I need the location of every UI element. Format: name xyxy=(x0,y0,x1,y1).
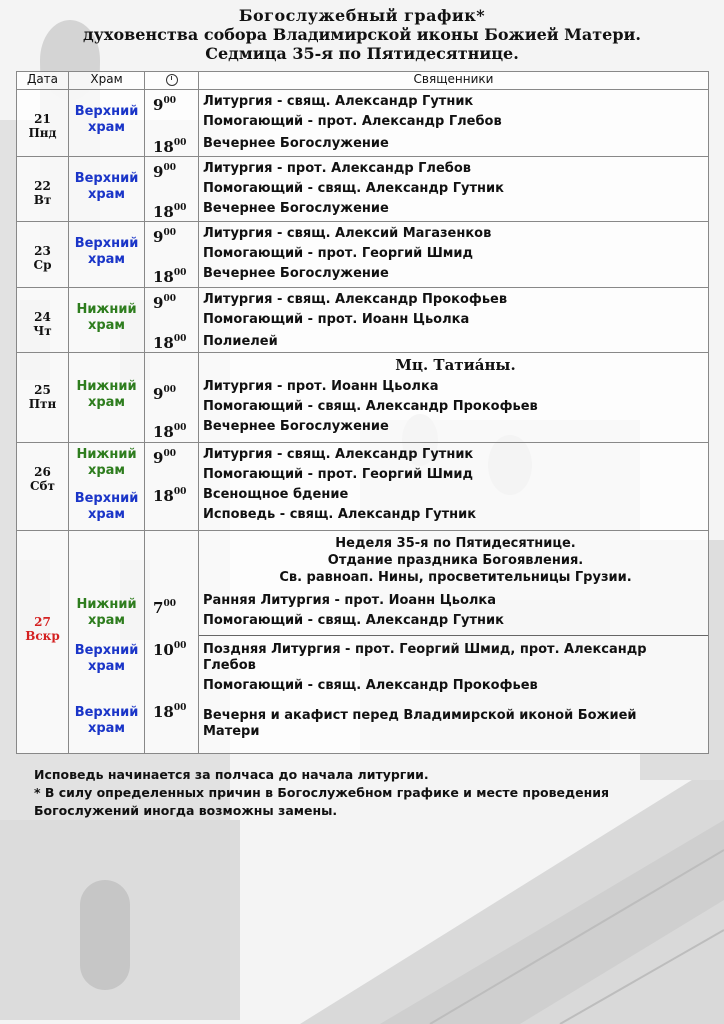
service-line: Ранняя Литургия - прот. Иоанн Цьолка xyxy=(203,593,497,608)
table-row xyxy=(17,288,709,353)
date-cell xyxy=(17,443,69,531)
service-line: Вечернее Богослужение xyxy=(203,266,389,281)
service-cell xyxy=(199,222,709,288)
day-number: 25 xyxy=(34,383,51,397)
table-row xyxy=(17,443,709,531)
time-cell xyxy=(145,157,199,222)
temple-label: Верхний храм xyxy=(74,705,139,736)
temple-label: Верхний храм xyxy=(74,171,139,202)
schedule-subtitle: духовенства собора Владимирской иконы Божией Матери. xyxy=(83,25,641,44)
feast-title: Мц. Татиа́ны. xyxy=(395,356,516,374)
table-row xyxy=(17,157,709,222)
service-line: Литургия - свящ. Александр Прокофьев xyxy=(203,292,508,307)
time-cell xyxy=(145,90,199,157)
service-cell xyxy=(199,288,709,353)
day-of-week: Пнд xyxy=(28,126,57,140)
day-of-week: Птн xyxy=(28,397,57,411)
temple-label: Нижний храм xyxy=(76,447,137,478)
table-header-row xyxy=(17,72,709,90)
temple-label: Верхний храм xyxy=(74,104,139,135)
footer-note: Исповедь начинается за полчаса до начала литургии. xyxy=(34,767,429,782)
column-header-priests: Священники xyxy=(199,72,709,90)
table-row-sunday xyxy=(17,531,709,754)
temple-cell xyxy=(69,90,145,157)
feast-line: Св. равноап. Нины, просветительницы Грузии. xyxy=(279,570,632,585)
service-line: Литургия - прот. Александр Глебов xyxy=(203,161,472,176)
time-evening: $18^{00}$ xyxy=(153,334,187,352)
time-evening: $18^{00}$ xyxy=(153,423,187,441)
week-title: Седмица 35-я по Пятидесятнице. xyxy=(205,44,519,63)
service-line: Вечернее Богослужение xyxy=(203,201,389,216)
day-number: 21 xyxy=(34,112,51,126)
schedule-title: Богослужебный график* xyxy=(238,6,486,25)
service-line: Матери xyxy=(203,724,260,739)
table-row xyxy=(17,353,709,443)
date-cell xyxy=(17,90,69,157)
time-evening: $18^{00}$ xyxy=(153,703,187,721)
time-evening: $18^{00}$ xyxy=(153,487,187,505)
service-line: Литургия - свящ. Алексий Магазенков xyxy=(203,226,492,241)
service-line: Литургия - свящ. Александр Гутник xyxy=(203,447,474,462)
date-cell xyxy=(17,157,69,222)
time-morning: $9^{00}$ xyxy=(153,228,176,246)
feast-line: Неделя 35-я по Пятидесятнице. xyxy=(335,536,576,551)
temple-label: Верхний храм xyxy=(74,643,139,674)
service-line: Вечернее Богослужение xyxy=(203,136,389,151)
date-cell xyxy=(17,531,69,754)
service-line: Вечернее Богослужение xyxy=(203,419,389,434)
service-line: Исповедь - свящ. Александр Гутник xyxy=(203,507,477,522)
service-line: Литургия - свящ. Александр Гутник xyxy=(203,94,474,109)
divider xyxy=(199,635,708,636)
service-line: Помогающий - свящ. Александр Гутник xyxy=(203,613,504,628)
day-of-week: Вскр xyxy=(25,629,60,643)
service-line: Помогающий - прот. Георгий Шмид xyxy=(203,246,473,261)
temple-cell xyxy=(69,288,145,353)
table-row xyxy=(17,222,709,288)
service-cell xyxy=(199,353,709,443)
time-late: $10^{00}$ xyxy=(153,641,187,659)
day-number: 23 xyxy=(34,244,51,258)
day-number: 24 xyxy=(34,310,51,324)
service-line: Вечерня и акафист перед Владимирской иконой Божией xyxy=(203,708,637,723)
service-line: Поздняя Литургия - прот. Георгий Шмид, прот. Александр xyxy=(203,642,647,657)
temple-label: Верхний храм xyxy=(74,491,139,522)
column-header-date: Дата xyxy=(17,72,69,90)
temple-cell xyxy=(69,157,145,222)
table-row xyxy=(17,90,709,157)
time-morning: $9^{00}$ xyxy=(153,163,176,181)
service-line: Помогающий - прот. Александр Глебов xyxy=(203,114,502,129)
service-line: Помогающий - свящ. Александр Прокофьев xyxy=(203,399,538,414)
day-number: 22 xyxy=(34,179,51,193)
temple-label: Нижний храм xyxy=(76,379,137,410)
time-cell xyxy=(145,353,199,443)
temple-label: Верхний храм xyxy=(74,236,139,267)
service-cell xyxy=(199,443,709,531)
date-cell xyxy=(17,222,69,288)
time-evening: $18^{00}$ xyxy=(153,268,187,286)
temple-cell xyxy=(69,443,145,531)
footer-note: Богослужений иногда возможны замены. xyxy=(34,803,338,818)
time-evening: $18^{00}$ xyxy=(153,203,187,221)
time-cell xyxy=(145,222,199,288)
footer-notes xyxy=(34,766,694,820)
time-early: $7^{00}$ xyxy=(153,599,176,617)
day-of-week: Ср xyxy=(33,258,52,272)
clock-icon xyxy=(166,74,178,86)
service-cell xyxy=(199,531,709,754)
service-line: Полиелей xyxy=(203,334,278,349)
time-morning: $9^{00}$ xyxy=(153,96,176,114)
time-morning: $9^{00}$ xyxy=(153,449,176,467)
service-line: Помогающий - свящ. Александр Гутник xyxy=(203,181,504,196)
day-of-week: Сбт xyxy=(30,479,55,493)
time-cell xyxy=(145,288,199,353)
service-line: Помогающий - прот. Георгий Шмид xyxy=(203,467,473,482)
day-of-week: Чт xyxy=(33,324,52,338)
temple-label: Нижний храм xyxy=(76,597,137,628)
temple-label: Нижний храм xyxy=(76,302,137,333)
date-cell xyxy=(17,353,69,443)
service-line: Помогающий - прот. Иоанн Цьолка xyxy=(203,312,470,327)
service-line: Всенощное бдение xyxy=(203,487,349,502)
footer-note: * В силу определенных причин в Богослужебном графике и месте проведения xyxy=(34,785,609,800)
service-line: Помогающий - свящ. Александр Прокофьев xyxy=(203,678,538,693)
day-number: 27 xyxy=(34,615,51,629)
day-number: 26 xyxy=(34,465,51,479)
day-of-week: Вт xyxy=(33,193,52,207)
time-cell xyxy=(145,443,199,531)
service-cell xyxy=(199,90,709,157)
time-morning: $9^{00}$ xyxy=(153,294,176,312)
temple-cell xyxy=(69,222,145,288)
service-line: Глебов xyxy=(203,658,256,673)
temple-cell xyxy=(69,353,145,443)
column-header-time xyxy=(145,72,199,90)
time-morning: $9^{00}$ xyxy=(153,385,176,403)
temple-cell xyxy=(69,531,145,754)
service-line: Литургия - прот. Иоанн Цьолка xyxy=(203,379,439,394)
page-header xyxy=(0,0,724,63)
column-header-temple: Храм xyxy=(69,72,145,90)
schedule-table xyxy=(16,71,709,754)
service-cell xyxy=(199,157,709,222)
date-cell xyxy=(17,288,69,353)
feast-line: Отдание праздника Богоявления. xyxy=(327,553,584,568)
time-cell xyxy=(145,531,199,754)
time-evening: $18^{00}$ xyxy=(153,138,187,156)
feast-block xyxy=(203,535,708,586)
